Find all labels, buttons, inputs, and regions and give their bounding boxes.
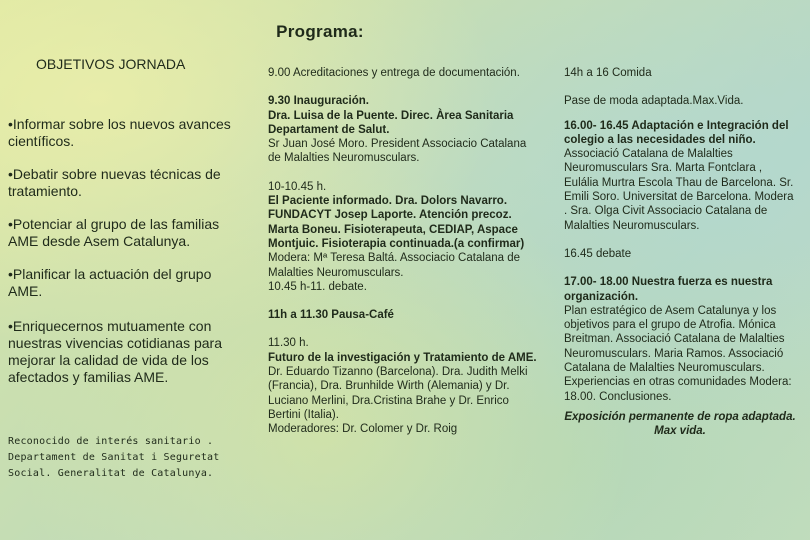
objective-item: •Planificar la actuación del grupo AME.: [8, 266, 212, 299]
objectives-panel: [8, 56, 240, 479]
session-school-detail: Associació Catalana de Malalties Neuromusculars Sra. Marta Fontclara , Eulália Murtra Escola Thau de Barcelona. Sr. Emili Soro. Universitat de Barcelona. Modera . Sra. Olga Civit Associacio Catalana de Malalties Neuromusculars.: [564, 148, 794, 232]
session-research-time: 11.30 h.: [268, 337, 309, 350]
session-debate: 16.45 debate: [564, 247, 632, 260]
objective-item: •Potenciar al grupo de las familias AME desde Asem Catalunya.: [8, 216, 220, 249]
session-inauguration-speaker: Dra. Luisa de la Puente. Direc. Àrea Sanitaria Departament de Salut.: [268, 109, 514, 136]
session-patient-moderator: Modera: Mª Teresa Baltá. Associacio Catalana de Malalties Neuromusculars.: [268, 252, 521, 279]
session-patient-time: 10-10.45 h.: [268, 180, 327, 193]
session-accreditation: 9.00 Acreditaciones y entrega de documentación.: [268, 67, 520, 79]
schedule-afternoon: [564, 66, 796, 439]
session-inauguration-detail: Sr Juan José Moro. President Associacio Catalana de Malalties Neuromusculars.: [268, 138, 527, 165]
objective-item: •Debatir sobre nuevas técnicas de tratamiento.: [8, 166, 221, 199]
program-title: Programa:: [276, 22, 364, 41]
schedule-morning: [268, 66, 540, 437]
session-school-title: 16.00- 16.45 Adaptación e Integración del colegio a las necesidades del niño.: [564, 119, 789, 146]
objective-item: •Enriquecernos mutuamente con nuestras vivencias cotidianas para mejorar la calidad de vida de los afectados y familias AME.: [8, 318, 223, 385]
session-patient-title: El Paciente informado. Dra. Dolors Navarro. FUNDACYT Josep Laporte. Atención precoz. Marta Boneu. Fisioterapeuta, CEDIAP, Aspace Montjuic. Fisioterapia continuada.(a confirmar): [268, 195, 525, 250]
session-fashion-show: Pase de moda adaptada.Max.Vida.: [564, 95, 744, 108]
session-research-moderators: Moderadores: Dr. Colomer y Dr. Roig: [268, 423, 458, 436]
session-lunch: 14h a 16 Comida: [564, 67, 652, 79]
exhibition-note: Exposición permanente de ropa adaptada. Max vida.: [564, 410, 796, 438]
session-inauguration-title: 9.30 Inauguración.: [268, 95, 369, 108]
session-coffee-break: 11h a 11.30 Pausa-Café: [268, 309, 394, 322]
recognition-note: Reconocido de interés sanitario . Departament de Sanitat i Seguretat Social. Generalitat de Catalunya.: [8, 436, 220, 479]
session-organization-detail: Plan estratégico de Asem Catalunya y los objetivos para el grupo de Atrofia. Mónica Breitman. Associació Catalana de Malalties Neuromusculars. Maria Ramos. Associació Catalana de Malalties Neuromusculars. Experiencias en otras comunidades Modera: 18.00. Conclusiones.: [564, 304, 792, 403]
session-research-speakers: Dr. Eduardo Tizanno (Barcelona). Dra. Judith Melki (Francia), Dra. Brunhilde Wirth (Alemania) y Dr. Luciano Merlini, Dra.Cristina Brahe y Dr. Enrico Bertini (Italia).: [268, 366, 528, 421]
objective-item: •Informar sobre los nuevos avances científicos.: [8, 116, 231, 149]
objectives-heading: OBJETIVOS JORNADA: [36, 56, 186, 72]
session-organization-title: 17.00- 18.00 Nuestra fuerza es nuestra organización.: [564, 276, 773, 303]
session-patient-debate: 10.45 h-11. debate.: [268, 280, 367, 293]
session-research-title: Futuro de la investigación y Tratamiento de AME.: [268, 351, 537, 364]
